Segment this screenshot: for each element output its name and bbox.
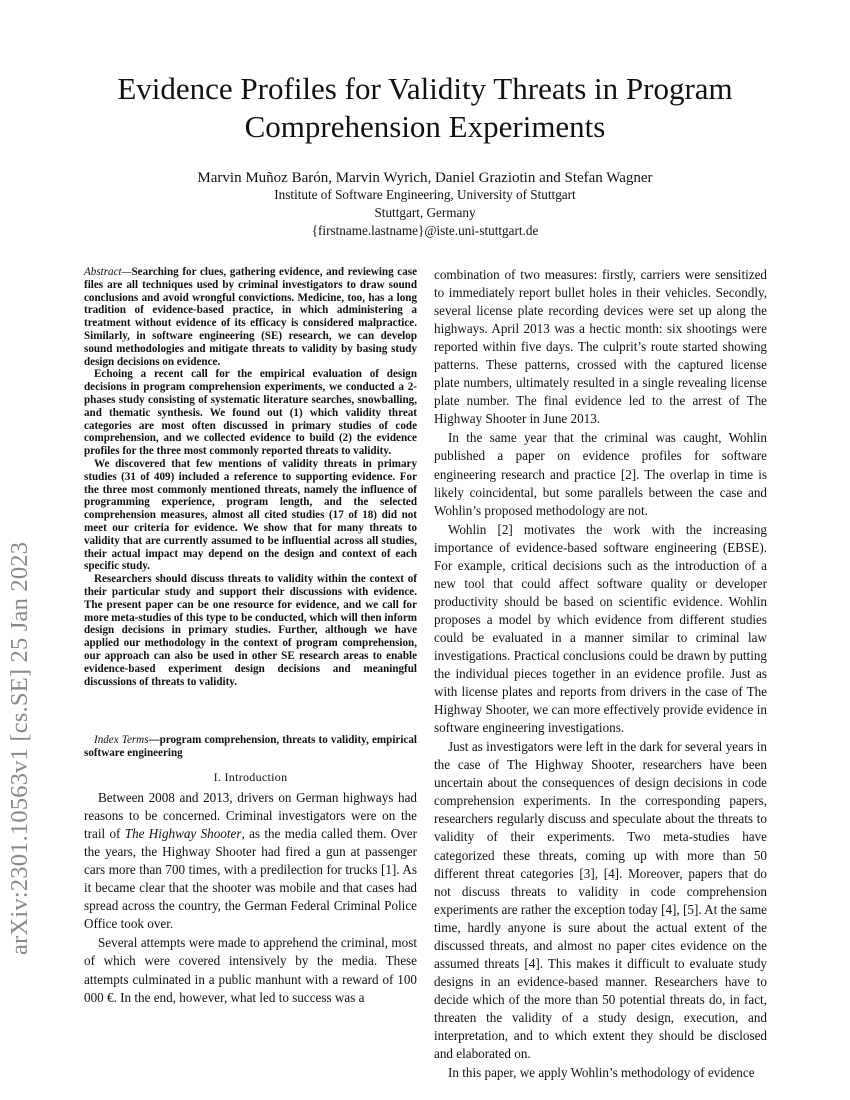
abstract-text-1: Searching for clues, gathering evidence, and reviewing case files are all techniques used by criminal investigators to draw sound conclusions and avoid wrongful convictions. Medicine, too, has a long tradition of evidence-based practice, in which administering a treatment without evidence of its efficacy is considered malpractice. Similarly, in software engineering (SE) research, we can develop sound methodologies and mitigate threats to validity by basing study design decisions on evidence. [84, 266, 417, 368]
arxiv-identifier: arXiv:2301.10563v1 [cs.SE] 25 Jan 2023 [6, 541, 33, 955]
title-line-1: Evidence Profiles for Validity Threats in Program [117, 71, 733, 106]
paper-title [60, 70, 790, 146]
abstract-paragraph-3: We discovered that few mentions of validity threats in primary studies (31 of 409) included a reference to supporting evidence. For the three most commonly mentioned threats, namely the influence of programming experience, program length, and the selected comprehension measures, almost all cited studies (17 of 18) did not meet our criteria for evidence. We show that for many threats to validity that are currently assumed to be influential across all studies, their actual impact may depend on the design and context of each specific study. [84, 457, 417, 573]
intro-paragraph-2: Several attempts were made to apprehend the criminal, most of which were covered intensively by the media. These attempts culminated in a public manhunt with a reward of 100 000 €. In the end, however, what led to success was a [84, 935, 417, 1005]
affiliation-location: Stuttgart, Germany [374, 205, 476, 220]
introduction-left-body [84, 789, 417, 1007]
abstract-label: Abstract— [84, 266, 132, 278]
affiliation-institute: Institute of Software Engineering, University of Stuttgart [274, 187, 576, 202]
abstract [84, 266, 417, 734]
author-list: Marvin Muñoz Barón, Marvin Wyrich, Daniel Graziotin and Stefan Wagner [197, 170, 653, 186]
intro-paragraph-7: In this paper, we apply Wohlin’s methodology of evidence [448, 1065, 755, 1081]
abstract-paragraph-2: Echoing a recent call for the empirical evaluation of design decisions in program comprehension experiments, we conducted a 2-phases study consisting of systematic literature searches, snowballing, and thematic synthesis. We found out (1) which validity threat categories are most often discussed in primary studies of code comprehension, and we collected evidence to build (2) the evidence profiles for the three most commonly reported threats to validity. [84, 368, 417, 458]
abstract-paragraph-4: Researchers should discuss threats to validity within the context of their particular study and support their discussions with evidence. The present paper can be one resource for evidence, and we call for more meta-studies of this type to be conducted, which will then inform design decisions in primary studies. Further, although we have applied our methodology in the context of program comprehension, our approach can also be used in other SE research areas to enable evidence-based experiment design decisions and meaningful discussions of threats to validity. [84, 573, 417, 688]
intro-paragraph-1 [84, 789, 417, 934]
intro-paragraph-5: Wohlin [2] motivates the work with the increasing importance of evidence-based software engineering (EBSE). For example, critical decisions such as the introduction of a new tool that could affect software quality or developer productivity should be based on scientific evidence. Wohlin proposes a model by which evidence from different studies could be evaluated in a manner similar to criminal law investigations. Practical conclusions could be drawn by putting the individual pieces together in an evidence profile. Just as with license plates and reports from drivers in the case of The Highway Shooter, we can more effectively provide evidence in software engineering investigations. [434, 521, 767, 736]
index-terms-text: —program comprehension, threats to validity, empirical software engineering [84, 734, 417, 759]
intro-p1-italic-name: The Highway Shooter [124, 825, 242, 841]
index-terms-label: Index Terms [94, 734, 149, 746]
intro-p1-end: , as the media called them. Over the years, the Highway Shooter had fired a gun at passenger cars more than 700 times, with a predilection for trucks [1]. As it became clear that the shooter was mobile and that cases had spread across the country, the German Federal Criminal Police Office took over. [84, 825, 417, 932]
author-email: {firstname.lastname}@iste.uni-stuttgart.de [311, 223, 539, 238]
left-column [84, 266, 417, 1007]
index-terms [84, 734, 417, 760]
abstract-paragraph-1 [84, 266, 417, 368]
right-column [434, 266, 767, 1082]
section-heading-introduction: I. Introduction [213, 769, 288, 784]
intro-p1-start: Between 2008 and 2013, drivers on German highways had reasons to be concerned. Criminal investigators were on the trail of [84, 789, 417, 841]
intro-paragraph-4: In the same year that the criminal was caught, Wohlin published a paper on evidence profiles for software engineering research and practice [2]. The overlap in time is likely coincidental, but some parallels between the case and Wohlin’s proposed methodology are not. [434, 430, 767, 518]
title-line-2: Comprehension Experiments [244, 109, 606, 144]
intro-paragraph-3: combination of two measures: firstly, carriers were sensitized to immediately report bullet holes in their vehicles. Secondly, several license plate recording devices were set up along the highways. April 2013 was a hectic month: six shootings were reported within five days. The culprit’s route started showing patterns. These patterns, crossed with the captured license plate numbers, ultimately resulted in a single revealing license plate number. The final evidence led to the arrest of The Highway Shooter in June 2013. [434, 267, 767, 427]
intro-paragraph-6: Just as investigators were left in the dark for several years in the case of The Highway Shooter, researchers have been uncertain about the consequences of design decisions in code comprehension experiments. In the corresponding papers, researchers regularly discuss and speculate about the threats to validity of their experiments. Two meta-studies have categorized these threats, coming up with more than 50 different threat categories [3], [4]. Moreover, papers that do not discuss threats to validity in code comprehension experiments are rather the exception today [4], [5]. At the same time, hardly anyone is sure about the actual extent of the discussed threats, and almost no paper cites evidence on the assumed threats [4]. This makes it difficult to evaluate study designs in an evidence-based manner. Researchers have to decide which of the more than 50 potential threats do, in fact, threaten the validity of a study design, execution, and interpretation, and to which extent they should be disclosed and elaborated on. [434, 739, 767, 1062]
